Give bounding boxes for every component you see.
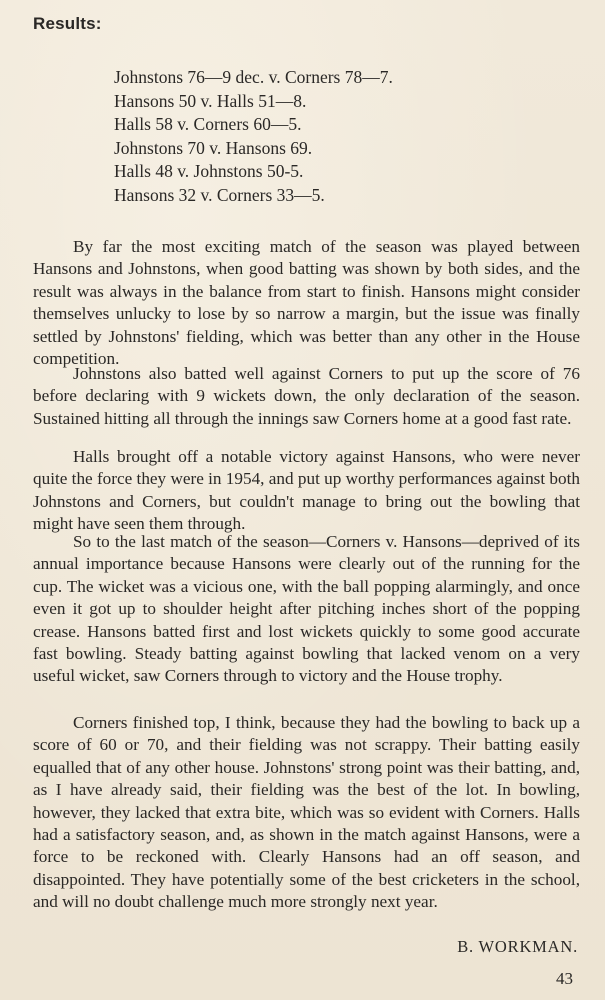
result-line: Halls 48 v. Johnstons 50-5. [114, 161, 304, 182]
paragraph-exciting-match: By far the most exciting match of the season was played between Hansons and Johnstons, when good batting was shown by both sides, and the result was always in the balance from start to finish. Hansons might consider themselves unlucky to lose by so narrow a margin, but the issue was finally settled by Johnstons' fielding, which was better than any other in the House competition. [33, 237, 580, 369]
author-signature: B. WORKMAN. [457, 937, 578, 956]
results-list [114, 66, 393, 208]
paragraph-johnstons-batting: Johnstons also batted well against Corners to put up the score of 76 before declaring with 9 wickets down, the only declaration of the season. Sustained hitting all through the innings saw Corners home at a good fast rate. [33, 364, 580, 428]
result-line: Johnstons 70 v. Hansons 69. [114, 137, 313, 158]
result-line: Johnstons 76—9 dec. v. Corners 78—7. [114, 67, 393, 87]
paragraph-halls-victory: Halls brought off a notable victory against Hansons, who were never quite the force they were in 1954, and put up worthy performances against both Johnstons and Corners, but couldn't manage to bring out the bowling that might have seen them through. [33, 447, 580, 534]
paragraph-last-match: So to the last match of the season—Corners v. Hansons—deprived of its annual importance because Hansons were clearly out of the running for the cup. The wicket was a vicious one, with the ball popping alarmingly, and once even it got up to shoulder height after pitching inches short of the popping crease. Hansons batted first and lost wickets quickly to some good accurate fast bowling. Steady batting against bowling that lacked venom on a very useful wicket, saw Corners through to victory and the House trophy. [33, 532, 580, 686]
result-line: Halls 58 v. Corners 60—5. [114, 114, 302, 135]
page-number: 43 [556, 969, 573, 988]
result-line: Hansons 32 v. Corners 33—5. [114, 184, 325, 205]
results-heading: Results: [33, 14, 102, 33]
paragraph-season-summary: Corners finished top, I think, because they had the bowling to back up a score of 60 or 70, and their fielding was not scrappy. Their batting easily equalled that of any other house. Johnstons' strong point was their batting, and, as I have already said, their fielding was the best of the lot. In bowling, however, they lacked that extra bite, which was so evident with Corners. Halls had a satisfactory season, and, as shown in the match against Hansons, were a force to be reckoned with. Clearly Hansons had an off season, and disappointed. They have potentially some of the best cricketers in the school, and will no doubt challenge much more strongly next year. [33, 713, 580, 912]
result-line: Hansons 50 v. Halls 51—8. [114, 90, 307, 111]
